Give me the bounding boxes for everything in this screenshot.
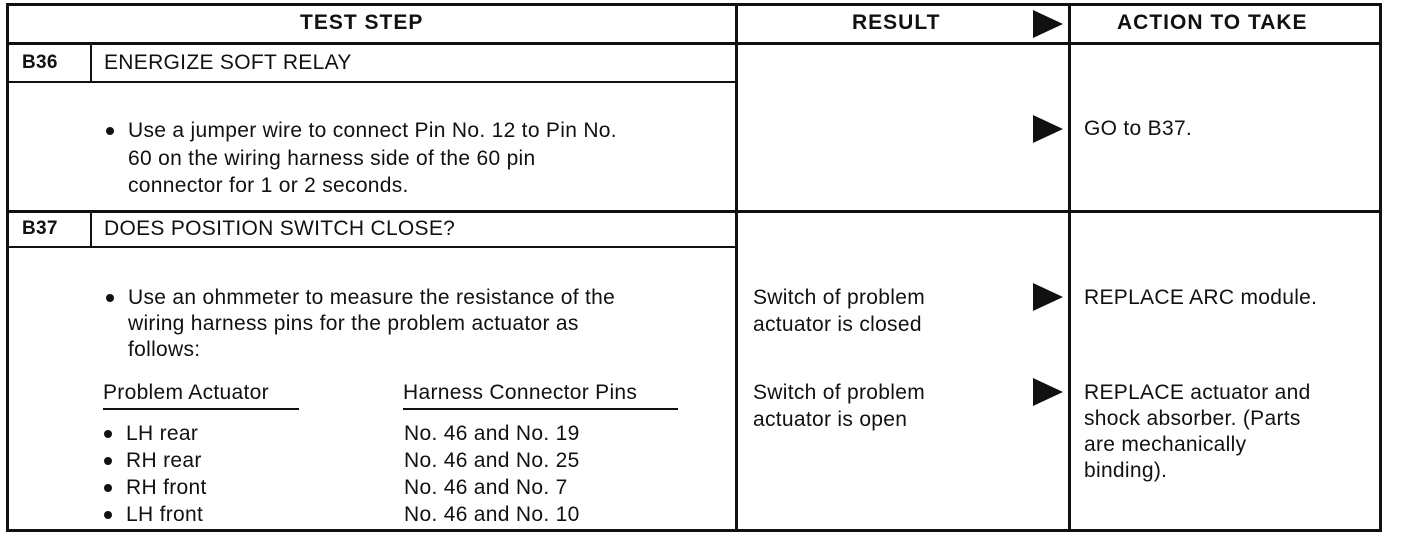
pins-row-4: No. 46 and No. 10 — [404, 503, 580, 526]
step-title-b37: DOES POSITION SWITCH CLOSE? — [104, 217, 456, 240]
pins-row-1: No. 46 and No. 19 — [404, 422, 580, 445]
header-divider — [6, 42, 1382, 45]
b37-result-1-arrow-icon — [1033, 283, 1063, 311]
b37-instruction-line-1: Use an ohmmeter to measure the resistance of the — [128, 286, 616, 309]
step-title-b36: ENERGIZE SOFT RELAY — [104, 51, 352, 74]
actuator-row-3: RH front — [126, 476, 207, 499]
b36-title-divider — [6, 81, 737, 83]
b37-result-2-line-2: actuator is open — [753, 408, 908, 431]
bullet-icon — [104, 484, 112, 492]
b36-instruction-line-2: 60 on the wiring harness side of the 60 pin — [128, 147, 536, 170]
b37-instruction-line-3: follows: — [128, 338, 201, 361]
b37-title-divider — [6, 246, 737, 248]
b37-top-divider — [6, 210, 1382, 213]
col-problem-actuator: Problem Actuator — [103, 381, 269, 404]
action-column-divider — [1068, 3, 1071, 532]
bullet-icon — [104, 457, 112, 465]
b37-result-2-line-1: Switch of problem — [753, 381, 926, 404]
pins-row-2: No. 46 and No. 25 — [404, 449, 580, 472]
b37-action-2-line-4: binding). — [1084, 459, 1168, 482]
bullet-icon — [106, 127, 114, 135]
b37-instruction-line-2: wiring harness pins for the problem actuator as — [128, 312, 579, 335]
header-result: RESULT — [852, 11, 941, 34]
b37-action-2-line-3: are mechanically — [1084, 433, 1247, 456]
b37-result-1-line-2: actuator is closed — [753, 313, 922, 336]
col-harness-connector-pins: Harness Connector Pins — [403, 381, 638, 404]
header-action: ACTION TO TAKE — [1117, 11, 1308, 34]
header-test-step: TEST STEP — [300, 11, 424, 34]
bullet-icon — [104, 511, 112, 519]
b36-instruction-line-1: Use a jumper wire to connect Pin No. 12 to Pin No. — [128, 119, 617, 142]
pins-row-3: No. 46 and No. 7 — [404, 476, 568, 499]
actuator-row-4: LH front — [126, 503, 204, 526]
col-problem-actuator-underline — [103, 408, 299, 410]
actuator-row-2: RH rear — [126, 449, 202, 472]
b36-arrow-icon — [1033, 115, 1063, 143]
b37-result-1-line-1: Switch of problem — [753, 286, 926, 309]
bullet-icon — [106, 294, 114, 302]
b37-id-divider — [90, 212, 92, 248]
bullet-icon — [104, 430, 112, 438]
step-id-b37: B37 — [22, 218, 58, 239]
actuator-row-1: LH rear — [126, 422, 199, 445]
b37-action-1: REPLACE ARC module. — [1084, 286, 1318, 309]
b36-action: GO to B37. — [1084, 117, 1193, 140]
header-arrow-icon — [1033, 10, 1063, 38]
result-column-divider — [735, 3, 738, 532]
b36-instruction-line-3: connector for 1 or 2 seconds. — [128, 174, 409, 197]
step-id-b36: B36 — [22, 52, 58, 73]
b36-id-divider — [90, 44, 92, 82]
b37-result-2-arrow-icon — [1033, 378, 1063, 406]
b37-action-2-line-1: REPLACE actuator and — [1084, 381, 1311, 404]
b37-action-2-line-2: shock absorber. (Parts — [1084, 407, 1301, 430]
col-harness-connector-pins-underline — [403, 408, 678, 410]
